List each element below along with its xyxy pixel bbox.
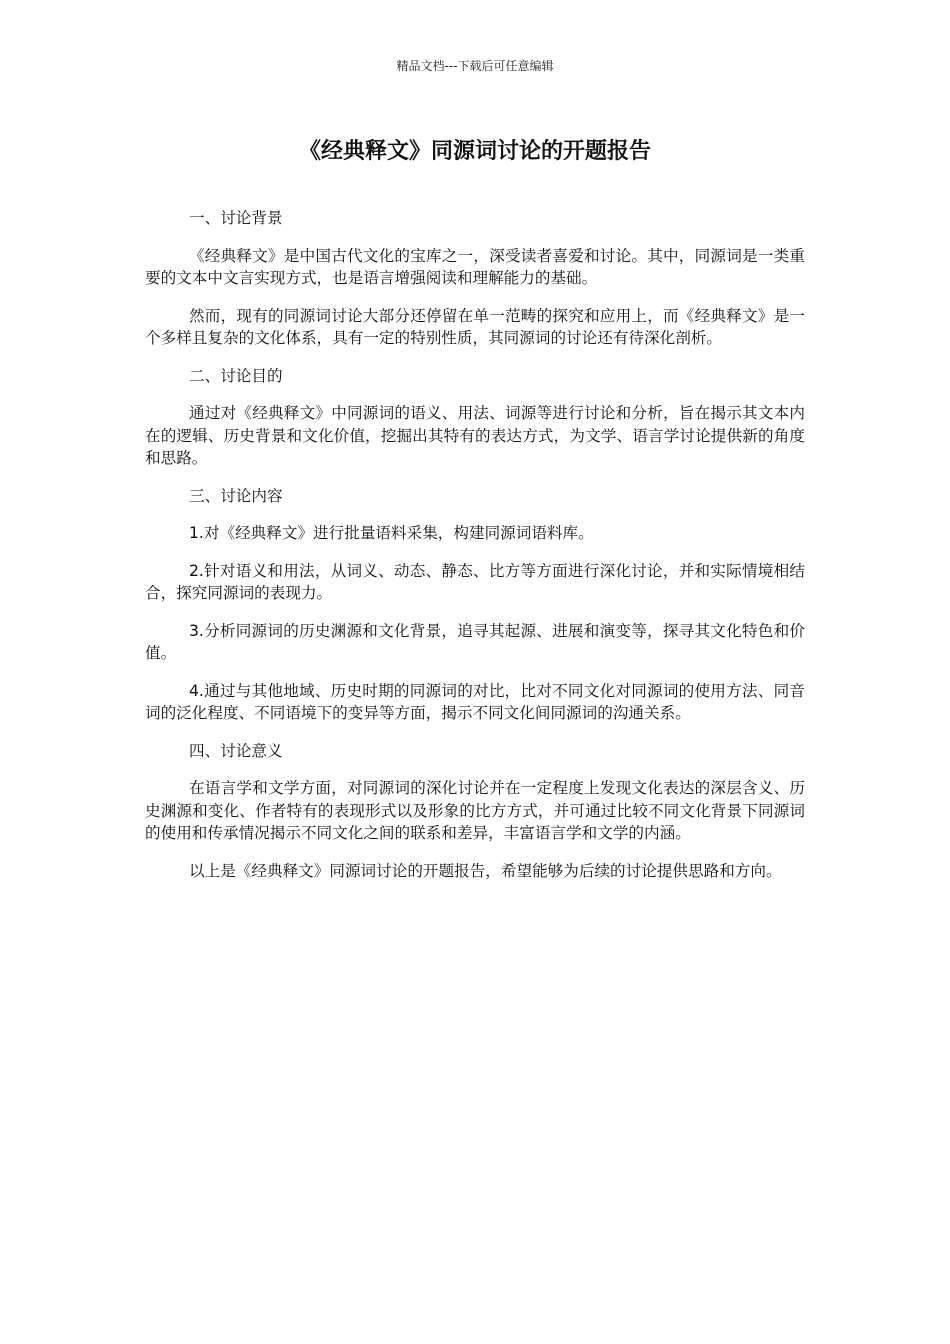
paragraph-conclusion: 以上是《经典释文》同源词讨论的开题报告，希望能够为后续的讨论提供思路和方向。 — [189, 861, 782, 880]
section-heading-content: 三、讨论内容 — [189, 486, 283, 505]
section-heading-background: 一、讨论背景 — [189, 209, 283, 227]
paragraph-background-1: 《经典释文》是中国古代文化的宝库之一，深受读者喜爱和讨论。其中，同源词是一类重要的文本中文言实现方式，也是语言增强阅读和理解能力的基础。 — [145, 246, 805, 287]
content-item-4: 4.通过与其他地域、历史时期的同源词的对比，比对不同文化对同源词的使用方法、同音词的泛化程度、不同语境下的变异等方面，揭示不同文化间同源词的沟通关系。 — [145, 681, 805, 722]
paragraph-background-2: 然而，现有的同源词讨论大部分还停留在单一范畴的探究和应用上，而《经典释文》是一个多样且复杂的文化体系，具有一定的特别性质，其同源词的讨论还有待深化剖析。 — [145, 306, 805, 347]
content-item-3: 3.分析同源词的历史渊源和文化背景，追寻其起源、进展和演变等，探寻其文化特色和价值。 — [145, 621, 805, 662]
page-header-note: 精品文档---下载后可任意编辑 — [396, 59, 554, 73]
content-item-2: 2.针对语义和用法，从词义、动态、静态、比方等方面进行深化讨论，并和实际情境相结合，探究同源词的表现力。 — [145, 561, 805, 602]
content-item-1: 1.对《经典释文》进行批量语料采集，构建同源词语料库。 — [189, 524, 594, 542]
paragraph-purpose: 通过对《经典释文》中同源词的语义、用法、词源等进行讨论和分析，旨在揭示其文本内在的逻辑、历史背景和文化价值，挖掘出其特有的表达方式，为文学、语言学讨论提供新的角度和思路。 — [145, 404, 805, 467]
section-heading-significance: 四、讨论意义 — [189, 741, 283, 760]
document-body — [145, 207, 805, 897]
document-title: 《经典释文》同源词讨论的开题报告 — [298, 139, 651, 164]
paragraph-significance: 在语言学和文学方面，对同源词的深化讨论并在一定程度上发现文化表达的深层含义、历史渊源和变化、作者特有的表现形式以及形象的比方方式，并可通过比较不同文化背景下同源词的使用和传承情况揭示不同文化之间的联系和差异，丰富语言学和文学的内涵。 — [145, 779, 805, 842]
section-heading-purpose: 二、讨论目的 — [189, 366, 283, 385]
